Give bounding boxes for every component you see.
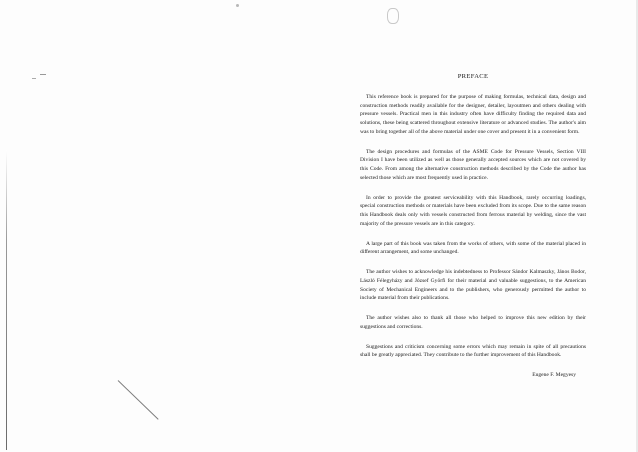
scan-smudge <box>387 8 399 24</box>
preface-paragraph: The author wishes also to thank all those who helped to improve this new edition by their suggestions and corrections. <box>360 315 586 330</box>
scan-speck <box>32 78 36 79</box>
preface-paragraph: The design procedures and formulas of the ASME Code for Pressure Vessels, Section VIII Division I have been utilized as well as those generally accepted sources which are not covered by this Code. From among the alternative construction methods described by the Code the author has selected those which are most frequently used in practice. <box>360 148 586 181</box>
author-signature: Eugene F. Megyesy <box>532 372 576 378</box>
scan-speck <box>236 4 239 7</box>
preface-paragraph: In order to provide the greatest serviceability with this Handbook, rarely occurring loadings, special construction methods or materials have been excluded from its scope. Due to the same reason this Handbook deals only with vessels constructed from ferrous material by welding, since the vast majority of the pressure vessels are in this category. <box>360 194 586 227</box>
preface-paragraph: Suggestions and criticism concerning some errors which may remain in spite of all precautions shall be greatly appreciated. They contribute to the further improvement of this Handbook. <box>360 343 586 359</box>
page-spine-shadow <box>6 150 7 450</box>
preface-paragraph: The author wishes to acknowledge his indebtedness to Professor Sándor Kalmaszky, János Bodor, László Félegyházy and József Györfi for their material and valuable suggestions, to the American Society of Mechanical Engineers and to the publishers, who generously permitted the author to include material from their publications. <box>360 269 586 302</box>
preface-paragraph: A large part of this book was taken from the works of others, with some of the material placed in different arrangement, and some unchanged. <box>360 240 586 256</box>
preface-text-block <box>360 73 586 380</box>
preface-paragraph: This reference book is prepared for the purpose of making formulas, technical data, design and construction methods readily available for the designer, detailer, layoutmen and others dealing with pressure vessels. Practical men in this industry often have difficulty finding the required data and solutions, these being scattered throughout extensive literature or advanced studies. The author's aim was to bring together all of the above material under one cover and present it in a convenient form. <box>360 93 586 135</box>
scan-stray-line <box>118 380 159 420</box>
scan-speck <box>40 74 46 75</box>
page-title: PREFACE <box>457 73 489 80</box>
